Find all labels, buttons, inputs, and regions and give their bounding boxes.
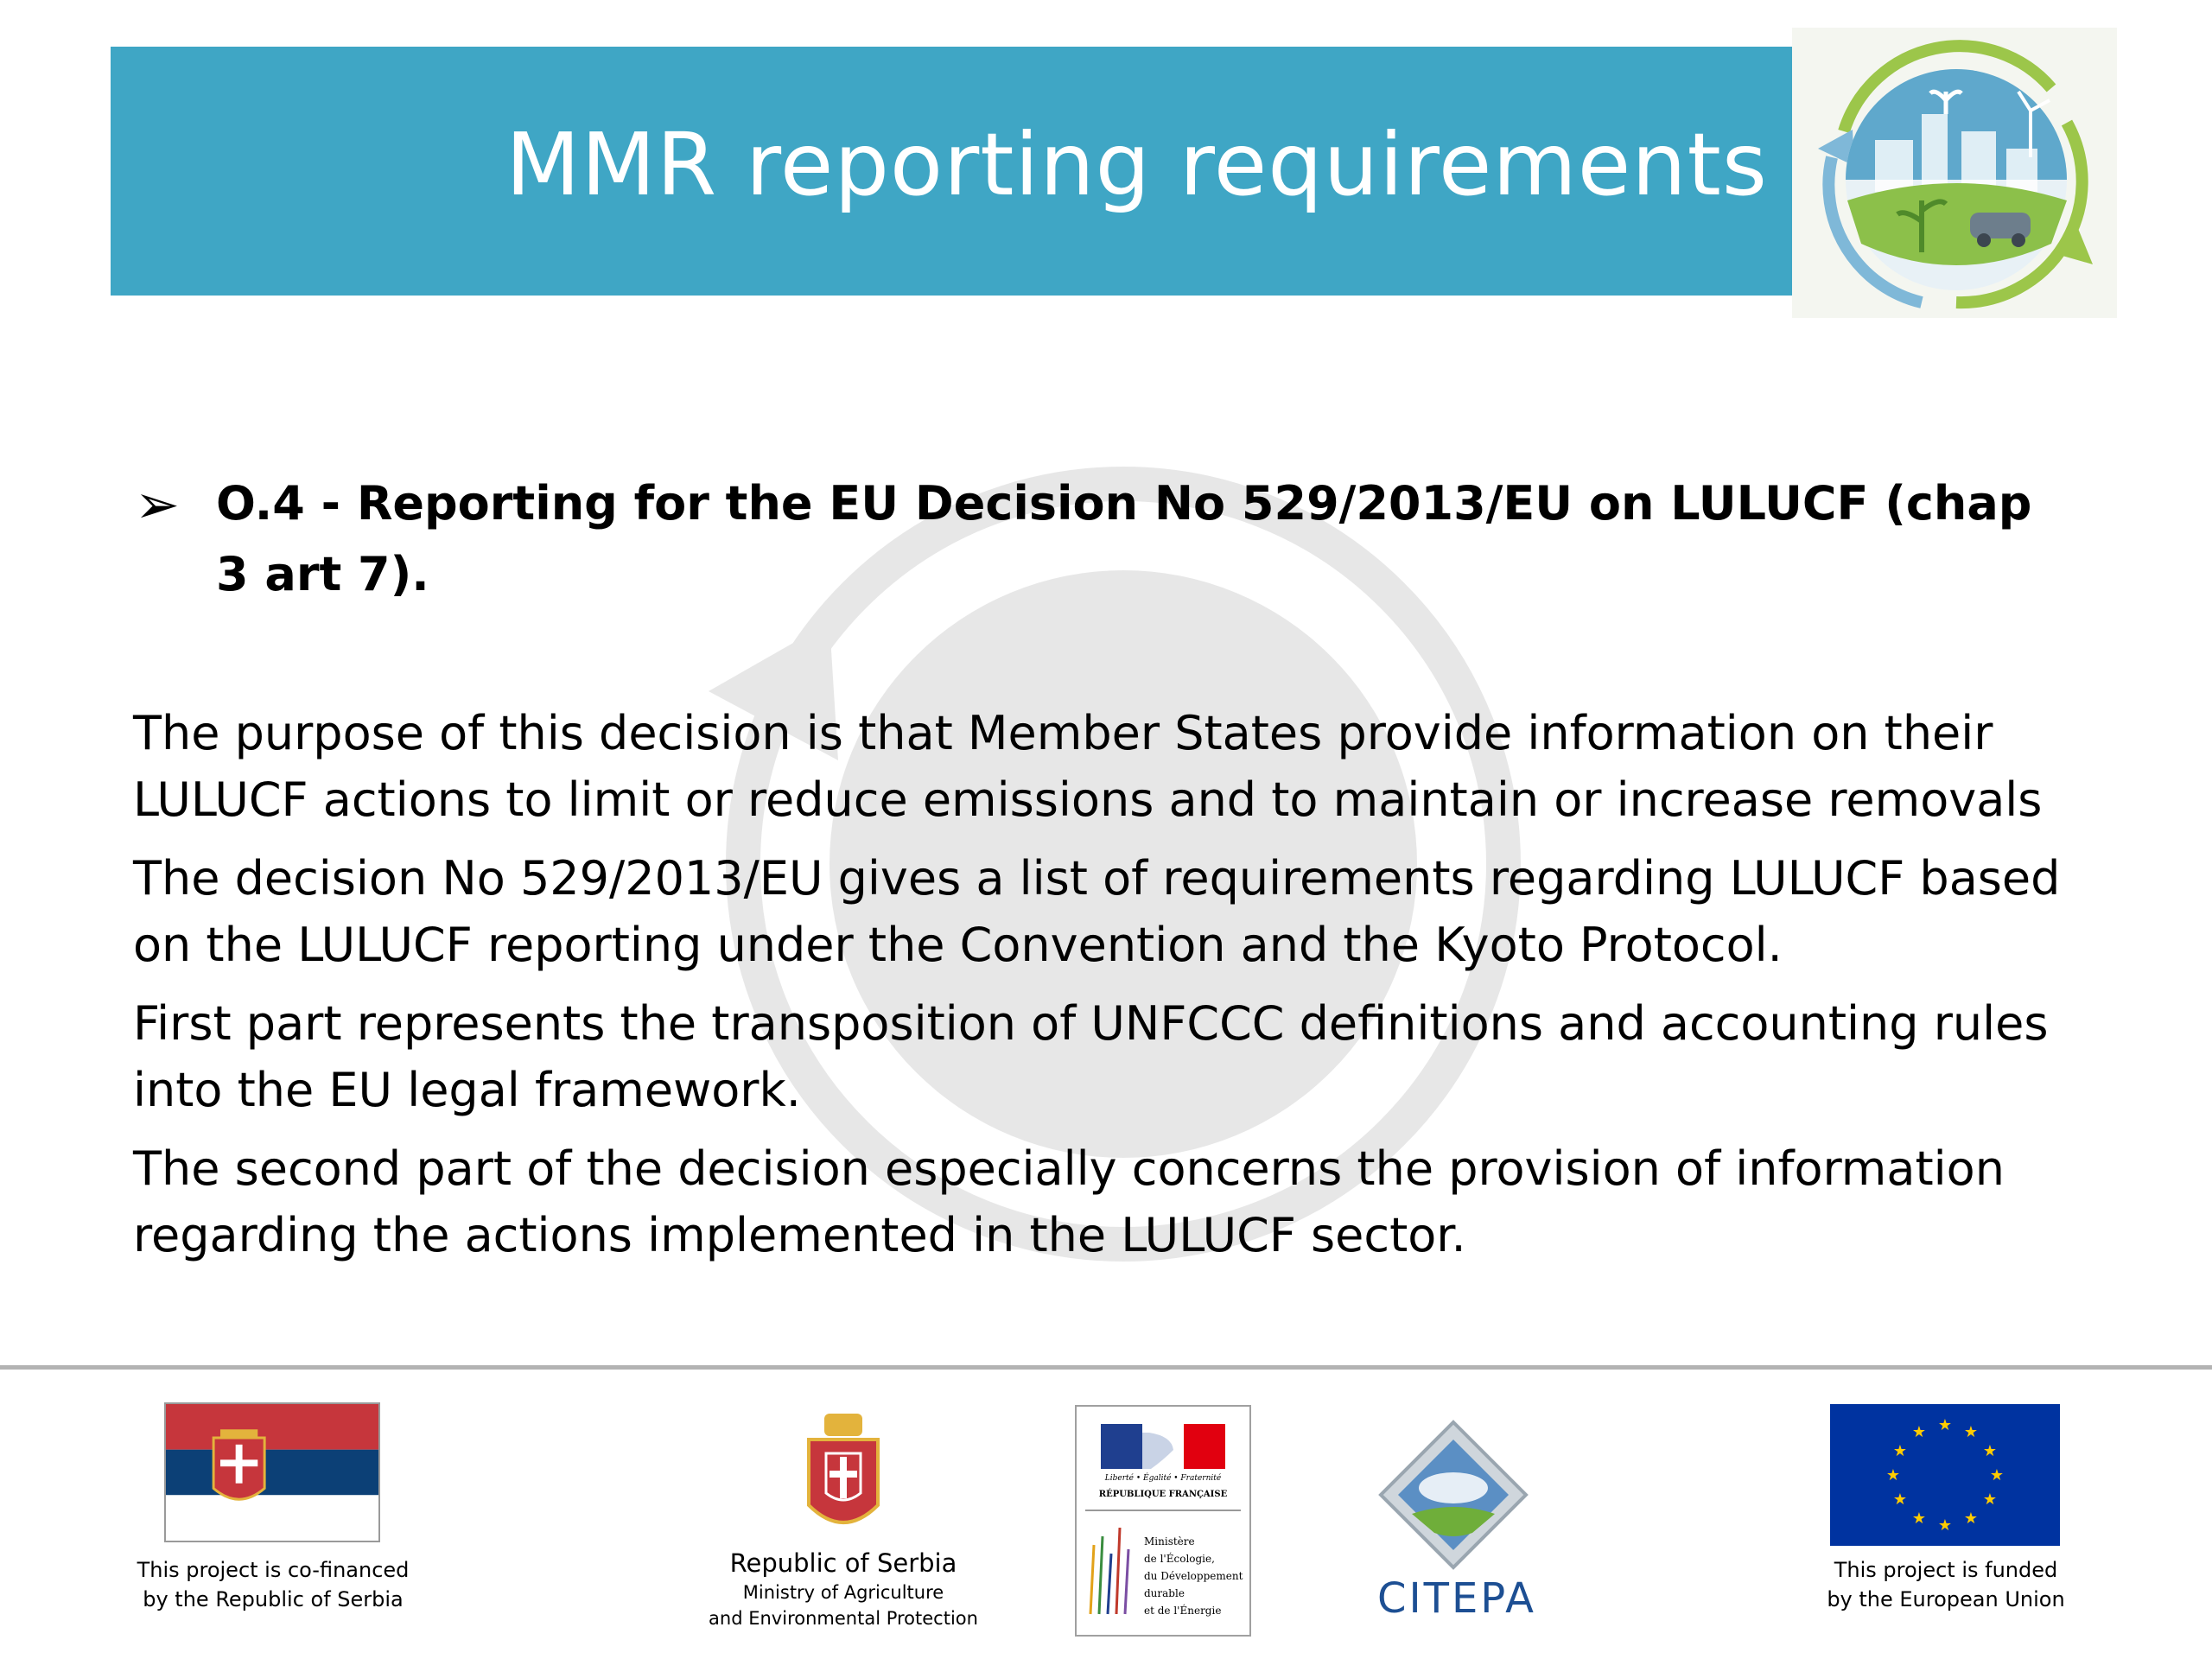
serbia-caption-line2: by the Republic of Serbia <box>143 1587 404 1611</box>
ministry-line1: Ministry of Agriculture <box>742 1582 944 1603</box>
citepa-diamond-icon <box>1377 1419 1529 1571</box>
body-text <box>133 700 2086 1281</box>
svg-text:★: ★ <box>1885 1466 1901 1484</box>
svg-text:★: ★ <box>1982 1442 1998 1460</box>
ministry-caption <box>691 1547 995 1631</box>
rf-ministry-line4: durable <box>1144 1587 1185 1599</box>
svg-text:★: ★ <box>1963 1423 1979 1441</box>
svg-text:★: ★ <box>1911 1510 1927 1528</box>
svg-text:★: ★ <box>1963 1510 1979 1528</box>
page-title: MMR reporting requirements <box>505 114 1768 215</box>
svg-text:★: ★ <box>1911 1423 1927 1441</box>
rf-motto: Liberté • Égalité • Fraternité <box>1104 1474 1222 1483</box>
footer-divider <box>0 1365 2212 1370</box>
serbia-cofinance-caption <box>104 1555 442 1614</box>
eu-funding-caption <box>1780 1555 2112 1614</box>
rf-ministry-line5: et de l'Énergie <box>1144 1605 1222 1617</box>
eu-caption-line1: This project is funded <box>1834 1558 2058 1582</box>
svg-text:★: ★ <box>1937 1516 1953 1535</box>
serbia-coat-of-arms-icon <box>800 1410 887 1540</box>
svg-text:★: ★ <box>1989 1466 2005 1484</box>
eu-caption-line2: by the European Union <box>1827 1587 2065 1611</box>
ministry-line2: and Environmental Protection <box>709 1608 978 1629</box>
paragraph-second-part: The second part of the decision especially concerns the provision of information regarding the actions implemented in the LULUCF sector. <box>133 1141 2005 1262</box>
citepa-label: CITEPA <box>1376 1574 1537 1623</box>
serbia-flag-icon <box>164 1402 380 1542</box>
title-bar <box>111 47 1792 296</box>
french-republic-logo-icon <box>1075 1405 1251 1637</box>
rf-ministry-text <box>1144 1533 1248 1619</box>
paragraph-purpose: The purpose of this decision is that Member States provide information on their LULUCF actions to limit or reduce emissions and to maintain or increase removals <box>133 706 2043 827</box>
rf-name: RÉPUBLIQUE FRANÇAISE <box>1098 1490 1228 1499</box>
heading-text: O.4 - Reporting for the EU Decision No 529/2013/EU on LULUCF (chap 3 art 7). <box>216 476 2032 601</box>
climate-cycle-logo-icon <box>1792 28 2117 318</box>
paragraph-requirements: The decision No 529/2013/EU gives a list of requirements regarding LULUCF based on the LULUCF reporting under the Convention and the Kyoto Protocol. <box>133 851 2061 972</box>
paragraph-first-part: First part represents the transposition of UNFCCC definitions and accounting rules into the EU legal framework. <box>133 996 2049 1117</box>
ministry-name: Republic of Serbia <box>729 1548 957 1578</box>
svg-text:★: ★ <box>1892 1491 1908 1509</box>
svg-text:★: ★ <box>1892 1442 1908 1460</box>
rf-ministry-line2: de l'Écologie, <box>1144 1553 1215 1565</box>
rf-ministry-line3: du Développement <box>1144 1570 1243 1582</box>
svg-text:★: ★ <box>1982 1491 1998 1509</box>
svg-text:★: ★ <box>1937 1416 1953 1434</box>
eu-flag-icon <box>1830 1404 2060 1546</box>
arrow-bullet-icon: ➢ <box>135 473 180 536</box>
rf-ministry-line1: Ministère <box>1144 1535 1195 1548</box>
serbia-caption-line1: This project is co-financed <box>137 1558 410 1582</box>
